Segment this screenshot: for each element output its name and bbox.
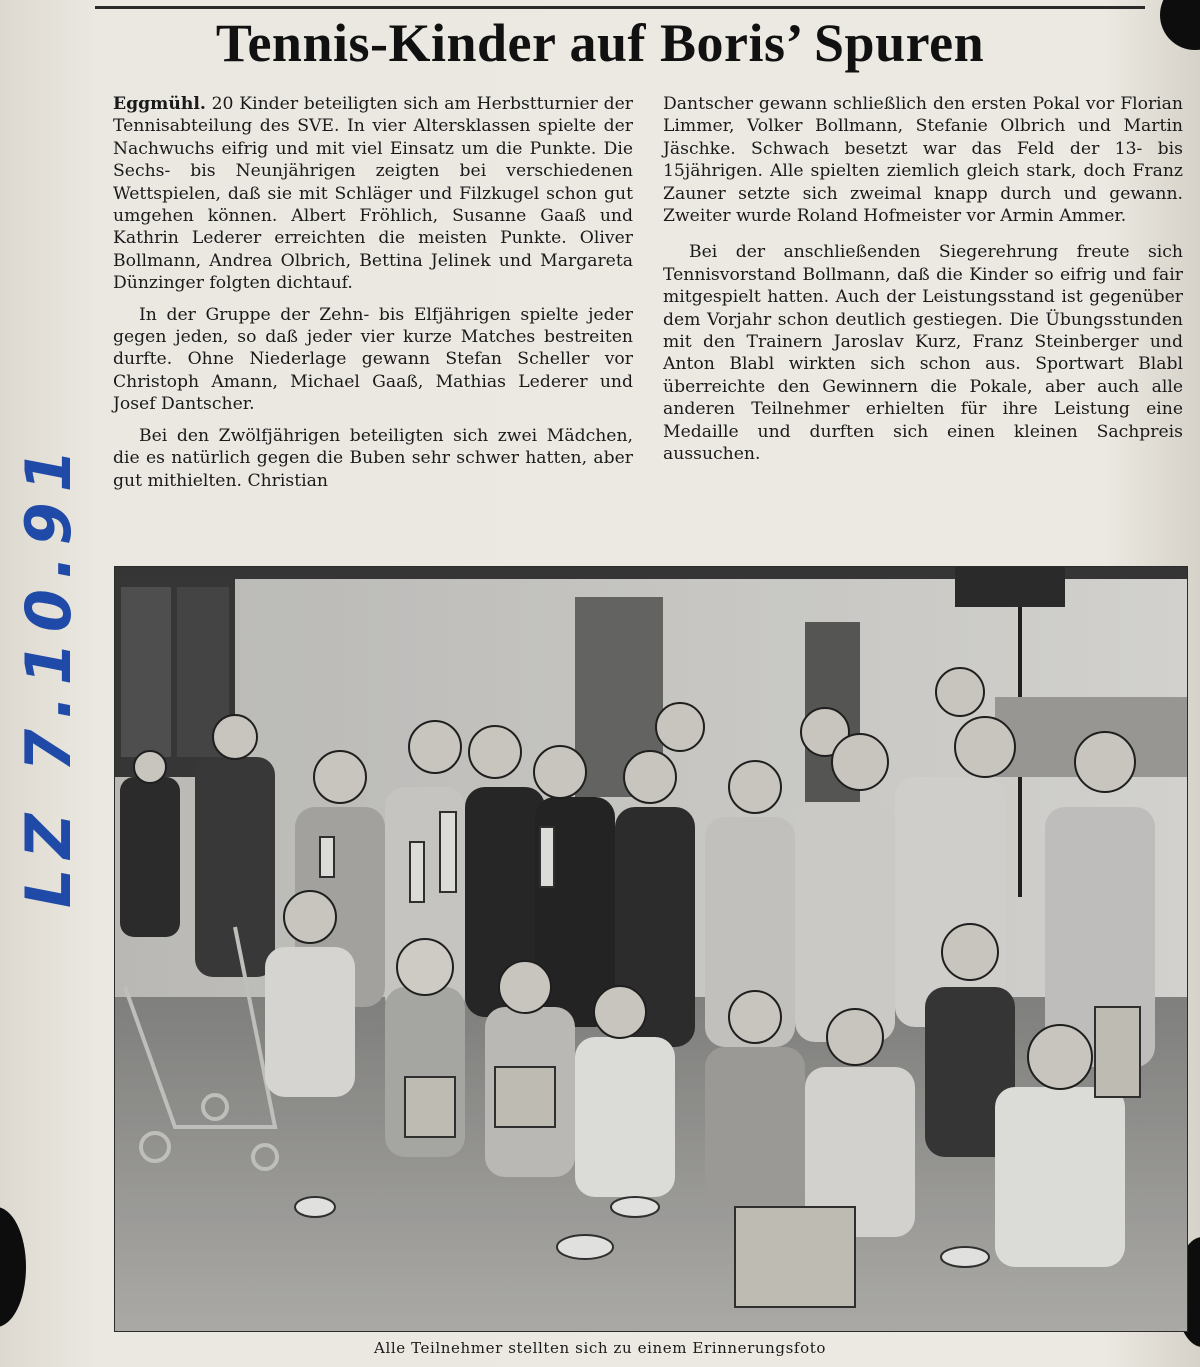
group-photo bbox=[114, 566, 1188, 1332]
article-column-left bbox=[113, 93, 633, 501]
headline: Tennis-Kinder auf Boris’ Spuren bbox=[215, 13, 985, 73]
photo-caption: Alle Teilnehmer stellten sich zu einem Erinnerungsfoto bbox=[374, 1339, 826, 1357]
top-rule bbox=[95, 6, 1145, 9]
article-column-right bbox=[663, 93, 1183, 475]
paragraph: Dantscher gewann schließlich den ersten Pokal vor Florian Limmer, Volker Bollmann, Stefanie Olbrich und Martin Jäschke. Schwach besetzt war das Feld der 13- bis 15jährigen. Alle spielten ziemlich gleich stark, doch Franz Zauner setzte sich zweimal knapp durch und gewann. Zweiter wurde Roland Hofmeister vor Armin Ammer. bbox=[663, 94, 1183, 227]
paragraph: Bei den Zwölfjährigen beteiligten sich zwei Mädchen, die es natürlich gegen die Buben sehr schwer hatten, aber gut mithielten. Christian bbox=[113, 425, 633, 491]
dateline: Eggmühl. bbox=[113, 94, 206, 114]
handwritten-date-note bbox=[18, 358, 88, 918]
handwritten-text: LZ 7.10.91 bbox=[18, 439, 85, 908]
scan-corner-shadow bbox=[0, 1207, 26, 1327]
paragraph: Bei der anschließenden Siegerehrung freute sich Tennisvorstand Bollmann, daß die Kinder so eifrig und fair mitgespielt hatten. Auch der Leistungsstand ist gegenüber dem Vorjahr schon deutlich gestiegen. Die Übungsstunden mit den Trainern Jaroslav Kurz, Franz Steinberger und Anton Blabl wirkten sich schon aus. Sportwart Blabl überreichte den Gewinnern die Pokale, aber auch alle anderen Teilnehmer erhielten für ihre Leistung eine Medaille und durften sich einen kleinen Sachpreis aussuchen. bbox=[663, 242, 1183, 465]
paragraph bbox=[113, 93, 633, 295]
paragraph-text: 20 Kinder beteiligten sich am Herbstturnier der Tennisabteilung des SVE. In vier Altersklassen spielte der Nachwuchs eifrig und mit viel Einsatz um die Punkte. Die Sechs- bis Neunjährigen zeigten bei verschiedenen Wettspielen, daß sie mit Schläger und Filzkugel schon gut umgehen können. Albert Fröhlich, Susanne Gaaß und Kathrin Lederer erreichten die meisten Punkte. Oliver Bollmann, Andrea Olbrich, Bettina Jelinek und Margareta Dünzinger folgten dichtauf. bbox=[113, 94, 633, 294]
paragraph: In der Gruppe der Zehn- bis Elfjährigen spielte jeder gegen jeden, so daß jeder vier kurze Matches bestreiten durfte. Ohne Niederlage gewann Stefan Scheller vor Christoph Amann, Michael Gaaß, Mathias Lederer und Josef Dantscher. bbox=[113, 304, 633, 415]
